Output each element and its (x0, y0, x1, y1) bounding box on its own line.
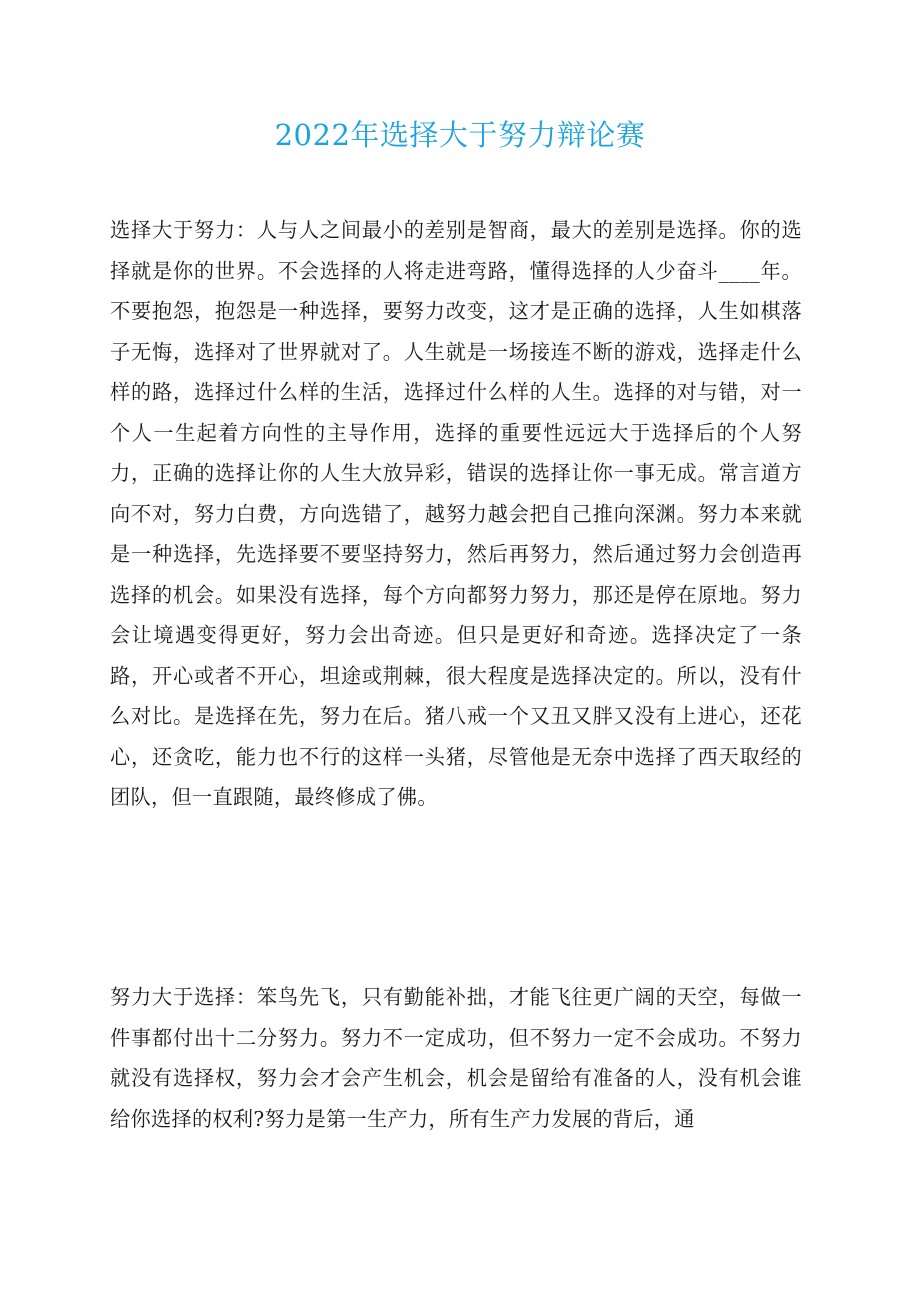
paragraph-effort-over-choice: 努力大于选择：笨鸟先飞，只有勤能补拙，才能飞往更广阔的天空，每做一件事都付出十二分努力。努力不一定成功，但不努力一定不会成功。不努力就没有选择权，努力会才会产生机会，机会是留给有准备的人，没有机会谁给你选择的权利?努力是第一生产力，所有生产力发展的背后，通 (110, 985, 802, 1131)
document-title: 2022年选择大于努力辩论赛 (274, 118, 646, 152)
paragraph-choice-over-effort: 选择大于努力：人与人之间最小的差别是智商，最大的差别是选择。你的选择就是你的世界。不会选择的人将走进弯路，懂得选择的人少奋斗____年。不要抱怨，抱怨是一种选择，要努力改变，这才是正确的选择，人生如棋落子无悔，选择对了世界就对了。人生就是一场接连不断的游戏，选择走什么样的路，选择过什么样的生活，选择过什么样的人生。选择的对与错，对一个人一生起着方向性的主导作用，选择的重要性远远大于选择后的个人努力，正确的选择让你的人生大放异彩，错误的选择让你一事无成。常言道方向不对，努力白费，方向选错了，越努力越会把自己推向深渊。努力本来就是一种选择，先选择要不要坚持努力，然后再努力，然后通过努力会创造再选择的机会。如果没有选择，每个方向都努力努力，那还是停在原地。努力会让境遇变得更好，努力会出奇迹。但只是更好和奇迹。选择决定了一条路，开心或者不开心，坦途或荆棘，很大程度是选择决定的。所以，没有什么对比。是选择在先，努力在后。猪八戒一个又丑又胖又没有上进心，还花心，还贪吃，能力也不行的这样一头猪，尽管他是无奈中选择了西天取经的团队，但一直跟随，最终修成了佛。 (110, 218, 802, 809)
